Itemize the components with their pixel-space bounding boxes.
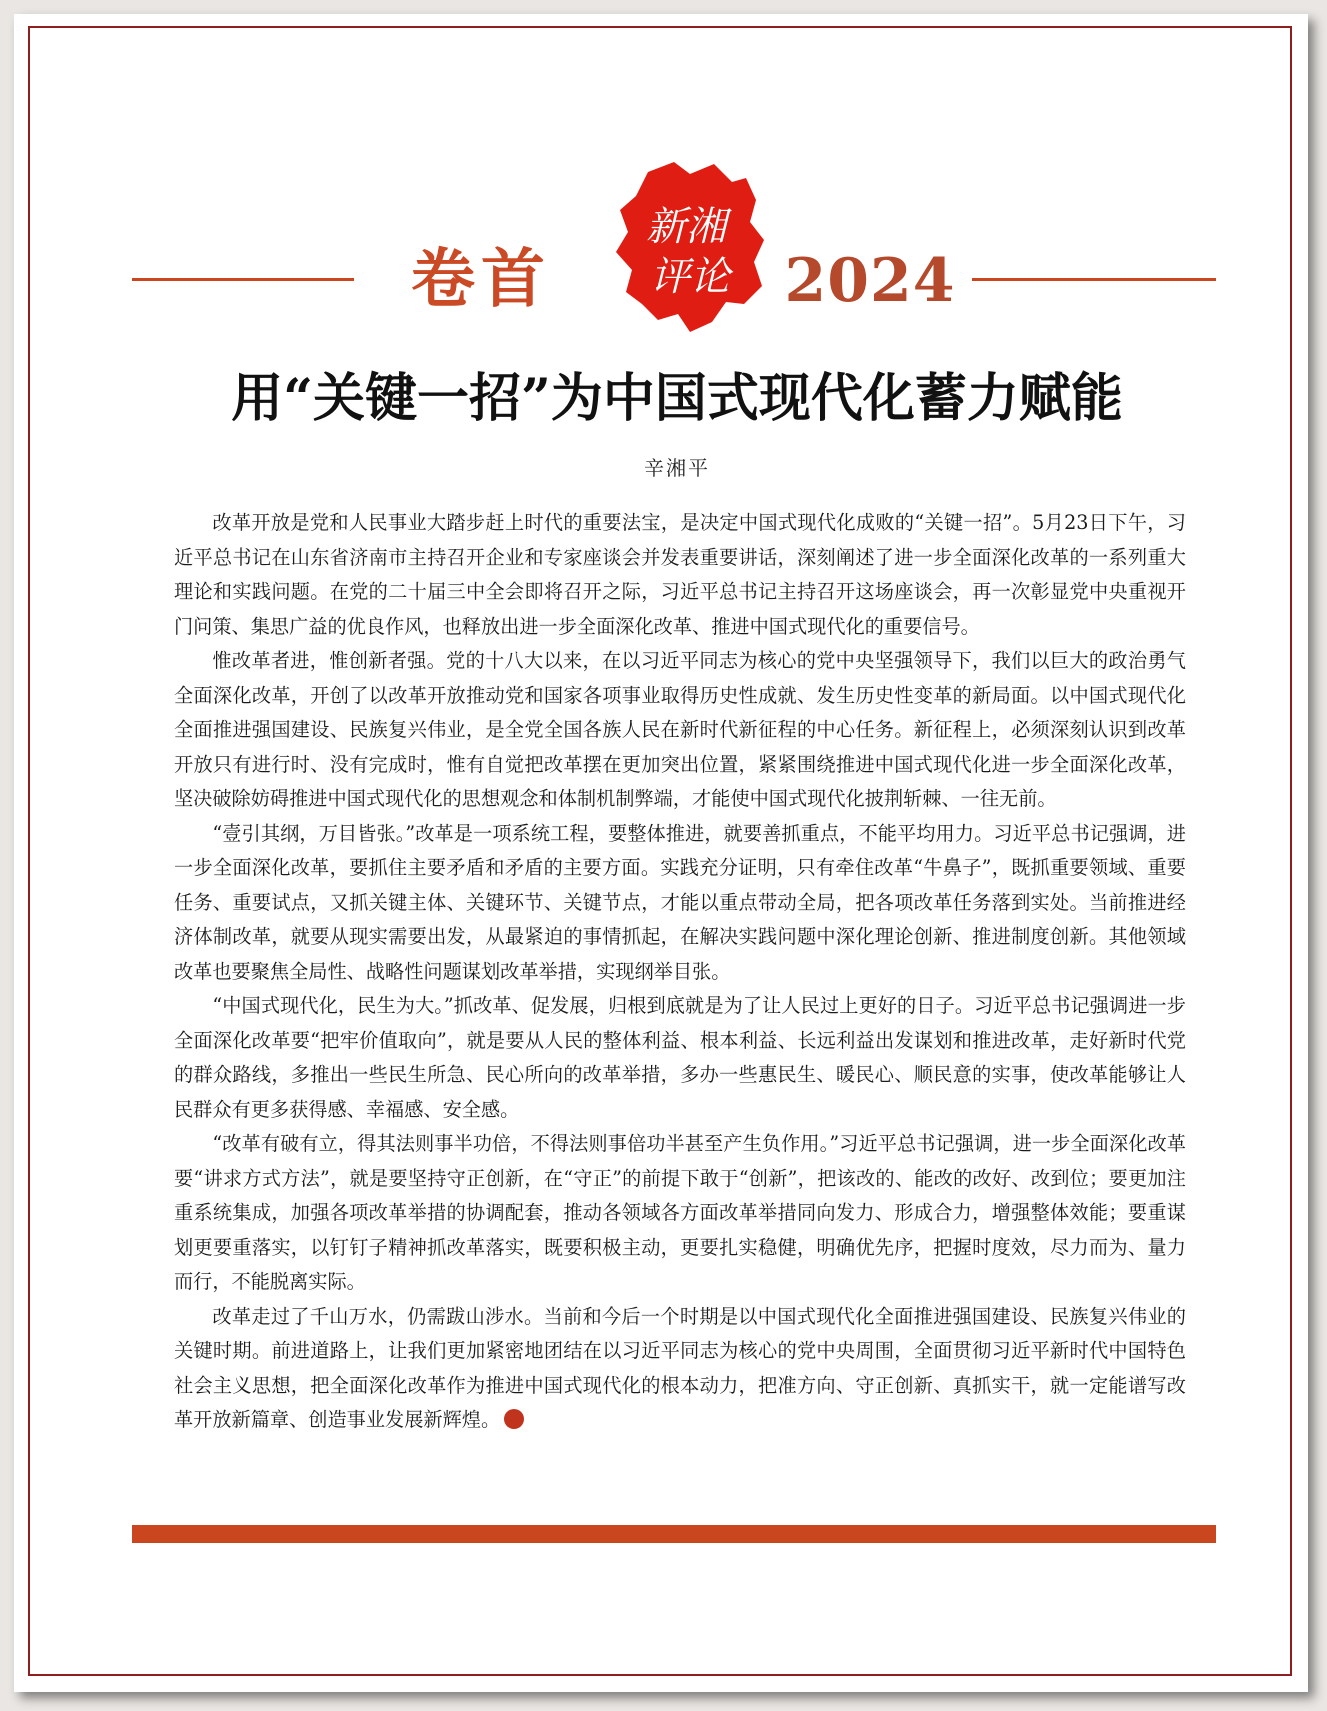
paragraph-last [174,1300,1186,1438]
logo-text-bottom: 评论 [650,254,730,300]
paragraph-text: 改革走过了千山万水，仍需跋山涉水。当前和今后一个时期是以中国式现代化全面推进强国建设、民族复兴伟业的关键时期。前进道路上，让我们更加紧密地团结在以习近平同志为核心的党中央周围，全面贯彻习近平新时代中国特色社会主义思想，把全面深化改革作为推进中国式现代化的根本动力，把准方向、守正创新、真抓实干，就一定能谱写改革开放新篇章、创造事业发展新辉煌。 [174,1304,1186,1431]
header-rule-right [972,278,1216,281]
paragraph: “壹引其纲，万目皆张。”改革是一项系统工程，要整体推进，就要善抓重点，不能平均用力。习近平总书记强调，进一步全面深化改革，要抓住主要矛盾和矛盾的主要方面。实践充分证明，只有牵住改革“牛鼻子”，既抓重要领域、重要任务、重要试点，又抓关键主体、关键环节、关键节点，才能以重点带动全局，把各项改革任务落到实处。当前推进经济体制改革，就要从现实需要出发，从最紧迫的事情抓起，在解决实践问题中深化理论创新、推进制度创新。其他领域改革也要聚焦全局性、战略性问题谋划改革举措，实现纲举目张。 [174,821,1186,983]
header-rule-left [132,278,354,281]
magazine-page [14,14,1308,1692]
paragraph: “中国式现代化，民生为大。”抓改革、促发展，归根到底就是为了让人民过上更好的日子。习近平总书记强调进一步全面深化改革要“把牢价值取向”，就是要从人民的整体利益、根本利益、长远利益出发谋划和推进改革，走好新时代党的群众路线，多推出一些民生所急、民心所向的改革举措，多办一些惠民生、暖民心、顺民意的实事，使改革能够让人民群众有更多获得感、幸福感、安全感。 [174,994,1186,1121]
paragraph: 改革开放是党和人民事业大踏步赶上时代的重要法宝，是决定中国式现代化成败的“关键一招”。5月23日下午，习近平总书记在山东省济南市主持召开企业和专家座谈会并发表重要讲话，深刻阐述了进一步全面深化改革的一系列重大理论和实践问题。在党的二十届三中全会即将召开之际，习近平总书记主持召开这场座谈会，再一次彰显党中央重视开门问策、集思广益的优良作风，也释放出进一步全面深化改革、推进中国式现代化的重要信号。 [174,511,1186,638]
paragraph: “改革有破有立，得其法则事半功倍，不得法则事倍功半甚至产生负作用。”习近平总书记强调，进一步全面深化改革要“讲求方式方法”，就是要坚持守正创新，在“守正”的前提下敢于“创新”，把该改的、能改的改好、改到位；要更加注重系统集成，加强各项改革举措的协调配套，推动各领域各方面改革举措同向发力、形成合力，增强整体效能；要重谋划更要重落实，以钉钉子精神抓改革落实，既要积极主动，更要扎实稳健，明确优先序，把握时度效，尽力而为、量力而行，不能脱离实际。 [174,1132,1186,1293]
article-author: 辛湘平 [644,456,710,480]
end-mark-icon [504,1409,524,1429]
issue-year: 2024 [784,246,956,316]
xinxiang-pinglun-logo [586,144,786,344]
section-label: 卷首 [411,243,551,317]
logo-text-top: 新湘 [646,204,726,250]
article-title: 用“关键一招”为中国式现代化蓄力赋能 [231,368,1123,429]
paragraph: 惟改革者进，惟创新者强。党的十八大以来，在以习近平同志为核心的党中央坚强领导下，我们以巨大的政治勇气全面深化改革，开创了以改革开放推动党和国家各项事业取得历史性成就、发生历史性变革的新局面。以中国式现代化全面推进强国建设、民族复兴伟业，是全党全国各族人民在新时代新征程的中心任务。新征程上，必须深刻认识到改革开放只有进行时、没有完成时，惟有自觉把改革摆在更加突出位置，紧紧围绕推进中国式现代化进一步全面深化改革，坚决破除妨碍推进中国式现代化的思想观念和体制机制弊端，才能使中国式现代化披荆斩棘、一往无前。 [174,649,1186,810]
article-body [174,506,1186,1438]
footer-bar [132,1525,1216,1543]
